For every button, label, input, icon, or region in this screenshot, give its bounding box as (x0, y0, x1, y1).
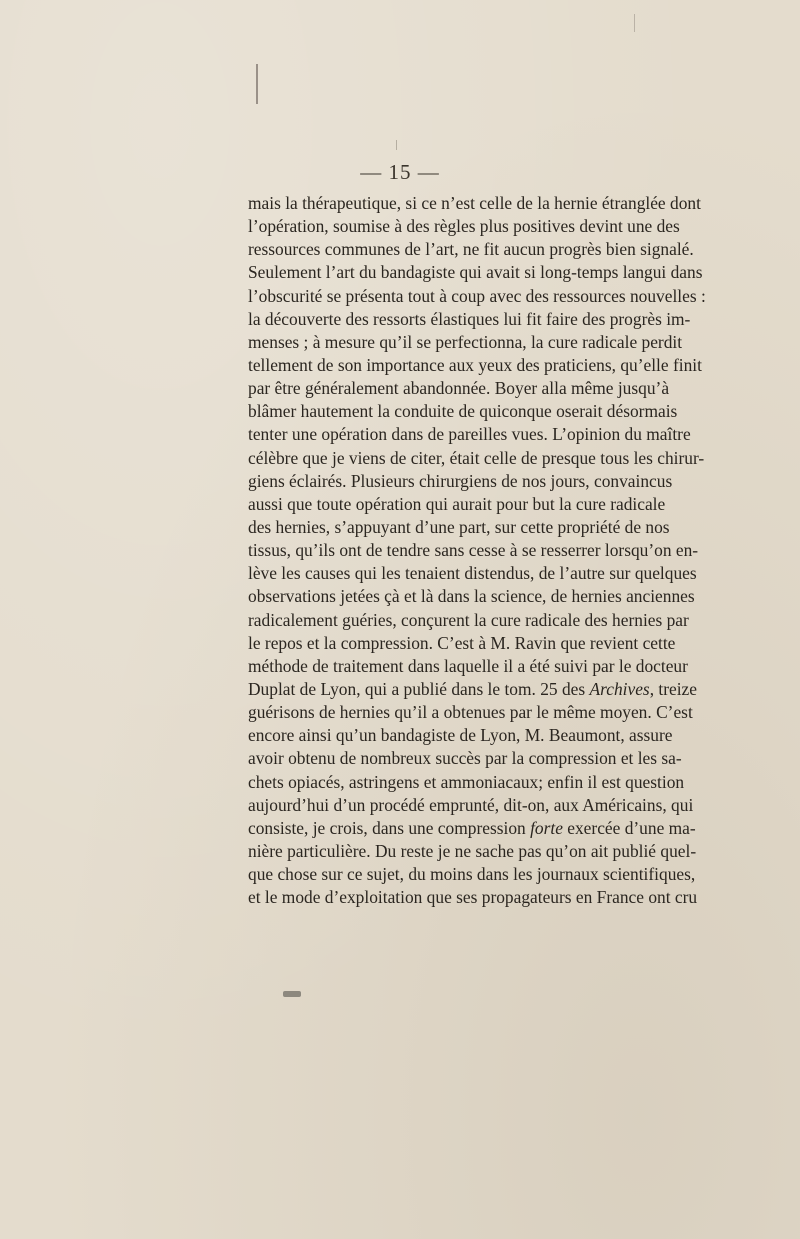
text-line: consiste, je crois, dans une compression forte exercée d’une ma- (248, 817, 696, 838)
text-line: Duplat de Lyon, qui a publié dans le tom. 25 des Archives, treize (248, 678, 697, 699)
text-line: tellement de son importance aux yeux des praticiens, qu’elle finit (248, 354, 702, 375)
text-line: l’opération, soumise à des règles plus positives devint une des (248, 216, 680, 237)
text-line: menses ; à mesure qu’il se perfectionna, la cure radicale perdit (248, 331, 683, 352)
text-line: aujourd’hui d’un procédé emprunté, dit-on, aux Américains, qui (248, 794, 694, 815)
text-line: lève les causes qui les tenaient distendus, de l’autre sur quelques (248, 563, 697, 584)
page-number: — 15 — (360, 160, 440, 184)
text-line: Seulement l’art du bandagiste qui avait si long-temps langui dans (248, 262, 703, 283)
text-line: nière particulière. Du reste je ne sache pas qu’on ait publié quel- (248, 840, 697, 861)
body-text (248, 192, 706, 909)
text-line: et le mode d’exploitation que ses propagateurs en France ont cru (248, 887, 698, 908)
text-line: ressources communes de l’art, ne fit aucun progrès bien signalé. (248, 239, 694, 260)
italic-word: Archives (589, 678, 650, 699)
ink-mark (256, 64, 258, 104)
ink-smudge (283, 991, 301, 997)
text-line: des hernies, s’appuyant d’une part, sur cette propriété de nos (248, 516, 670, 537)
text-line: radicalement guéries, conçurent la cure radicale des hernies par (248, 609, 689, 630)
text-line: tenter une opération dans de pareilles vues. L’opinion du maître (248, 424, 691, 445)
text-line: encore ainsi qu’un bandagiste de Lyon, M. Beaumont, assure (248, 725, 673, 746)
ink-mark (634, 14, 635, 32)
text-line: observations jetées çà et là dans la science, de hernies anciennes (248, 586, 695, 607)
ink-mark (396, 140, 397, 150)
text-line: giens éclairés. Plusieurs chirurgiens de nos jours, convaincus (248, 470, 673, 491)
text-line: mais la thérapeutique, si ce n’est celle de la hernie étranglée dont (248, 193, 701, 213)
text-line: l’obscurité se présenta tout à coup avec des ressources nouvelles : (248, 285, 706, 306)
text-line: blâmer hautement la conduite de quiconque oserait désormais (248, 401, 678, 422)
text-line: que chose sur ce sujet, du moins dans les journaux scientifiques, (248, 864, 696, 885)
text-line: guérisons de hernies qu’il a obtenues par le même moyen. C’est (248, 702, 693, 723)
italic-word: forte (530, 817, 563, 838)
text-line: célèbre que je viens de citer, était celle de presque tous les chirur- (248, 447, 705, 468)
text-line: tissus, qu’ils ont de tendre sans cesse à se resserrer lorsqu’on en- (248, 540, 699, 561)
text-line: par être généralement abandonnée. Boyer alla même jusqu’à (248, 378, 670, 399)
text-line: le repos et la compression. C’est à M. Ravin que revient cette (248, 632, 676, 653)
text-line: aussi que toute opération qui aurait pour but la cure radicale (248, 493, 666, 514)
text-line: la découverte des ressorts élastiques lui fit faire des progrès im- (248, 308, 691, 329)
text-line: chets opiacés, astringens et ammoniacaux; enfin il est question (248, 771, 685, 792)
text-line: méthode de traitement dans laquelle il a été suivi par le docteur (248, 655, 688, 676)
text-line: avoir obtenu de nombreux succès par la compression et les sa- (248, 748, 682, 769)
